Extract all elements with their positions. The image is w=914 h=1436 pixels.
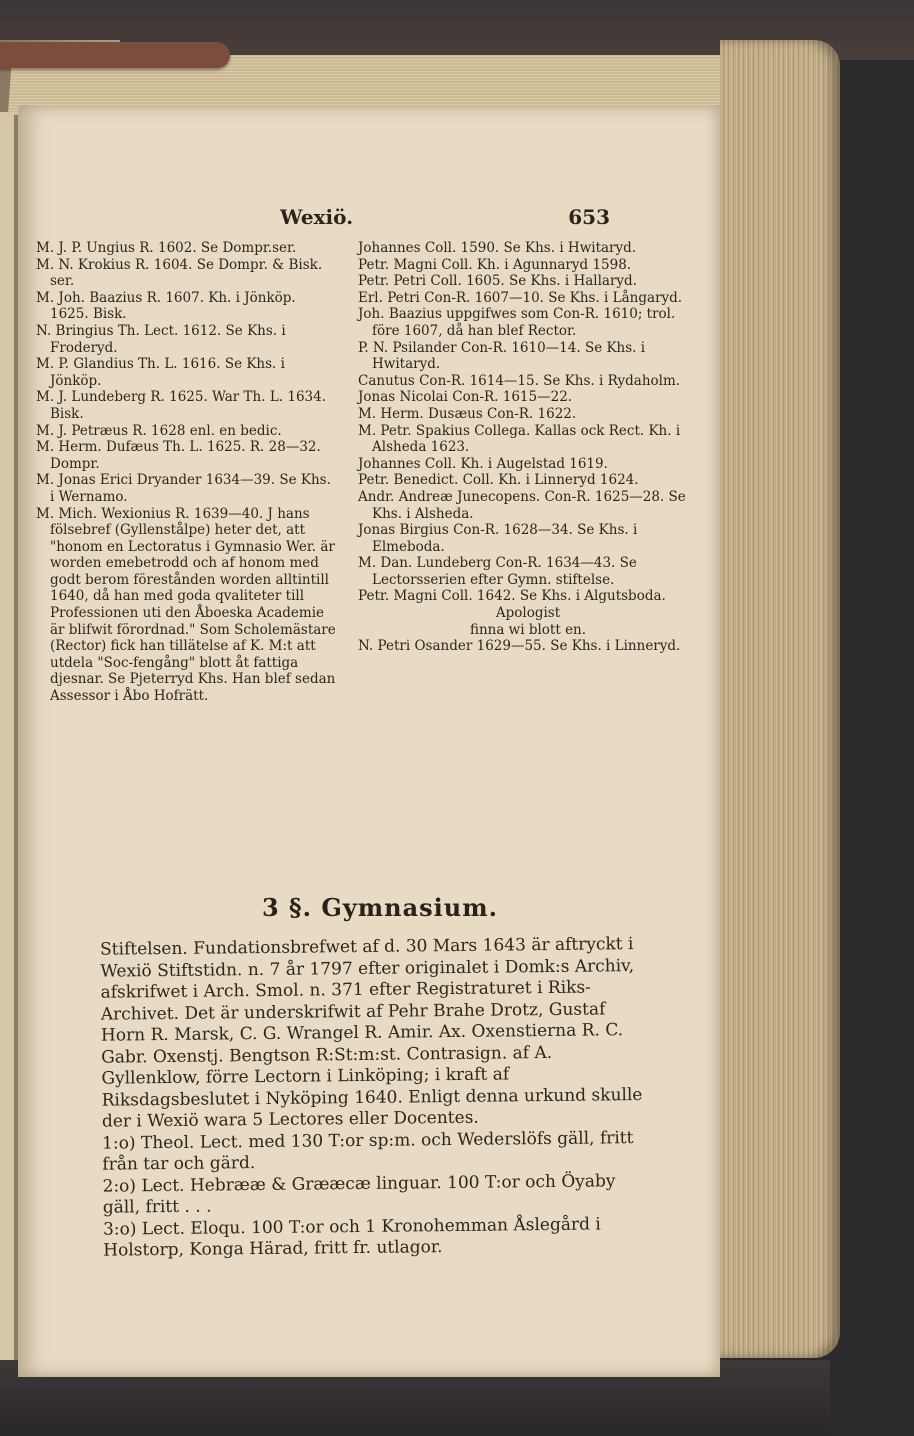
list-item: Erl. Petri Con-R. 1607—10. Se Khs. i Långaryd. — [358, 289, 683, 306]
list-item: N. Petri Osander 1629—55. Se Khs. i Linneryd. — [358, 638, 681, 655]
list-item: M. J. Petræus R. 1628 enl. en bedic. — [36, 422, 282, 439]
subheading-note: finna wi blott en. — [469, 621, 587, 638]
list-item: M. P. Glandius Th. L. 1616. Se Khs. i Jönköp. — [36, 356, 285, 389]
list-item: M. J. P. Ungius R. 1602. Se Dompr.ser. — [36, 240, 297, 256]
list-item: Petr. Petri Coll. 1605. Se Khs. i Hallaryd. — [358, 273, 637, 290]
list-item: Petr. Magni Coll. Kh. i Agunnaryd 1598. — [358, 256, 632, 273]
list-item: Johannes Coll. 1590. Se Khs. i Hwitaryd. — [358, 240, 637, 256]
list-item: P. N. Psilander Con-R. 1610—14. Se Khs. i Hwitaryd. — [358, 339, 646, 373]
list-item: M. Dan. Lundeberg Con-R. 1634—43. Se Lectorsserien efter Gymn. stiftelse. — [358, 555, 637, 588]
list-item: M. N. Krokius R. 1604. Se Dompr. & Bisk. ser. — [36, 256, 323, 290]
paragraph: 2:o) Lect. Hebrææ & Grææcæ linguar. 100 T:or och Öyaby gäll, fritt . . . — [102, 1170, 616, 1218]
paragraph: 3:o) Lect. Eloqu. 100 T:or och 1 Kronohemman Åslegård i Holstorp, Konga Härad, fritt fr. utlagor. — [102, 1213, 601, 1261]
list-item: M. J. Lundeberg R. 1625. War Th. L. 1634. Bisk. — [36, 389, 327, 422]
running-head: Wexiö. — [280, 205, 354, 229]
right-column — [358, 240, 698, 655]
subheading: Apologist — [495, 605, 561, 622]
list-item: Jonas Birgius Con-R. 1628—34. Se Khs. i Elmeboda. — [358, 522, 638, 555]
list-item: Jonas Nicolai Con-R. 1615—22. — [358, 389, 573, 406]
list-item: Andr. Andreæ Junecopens. Con-R. 1625—28. Se Khs. i Alsheda. — [358, 488, 686, 522]
list-item: Canutus Con-R. 1614—15. Se Khs. i Rydaholm. — [358, 372, 681, 389]
list-item: Johannes Coll. Kh. i Augelstad 1619. — [358, 455, 608, 472]
list-item: M. Mich. Wexionius R. 1639—40. J hans fölsebref (Gyllenstålpe) heter det, att "honom en Lectoratus i Gymnasio Wer. är worden emebetrodd och af honom med godt berom förestånden worden alltintill 1640, då han med goda qvaliteter till Professionen uti den Åboeska Academie är blifwit förordnad." Som Scholemästare (Rector) fick han tillätelse af K. M:t att utdela "Soc-fengång" blott åt fattiga djesnar. Se Pjeterryd Khs. Han blef sedan Assessor i Åbo Hofrätt. — [36, 505, 336, 705]
list-item: M. Herm. Dufæus Th. L. 1625. R. 28—32. Dompr. — [36, 439, 321, 472]
list-item: N. Bringius Th. Lect. 1612. Se Khs. i Froderyd. — [36, 322, 286, 356]
list-item: Joh. Baazius uppgifwes som Con-R. 1610; trol. före 1607, då han blef Rector. — [358, 306, 676, 339]
page-number: 653 — [568, 205, 610, 229]
list-item: M. Petr. Spakius Collega. Kallas ock Rect. Kh. i Alsheda 1623. — [358, 422, 681, 456]
left-column — [36, 240, 336, 705]
list-item: M. Herm. Dusæus Con-R. 1622. — [358, 405, 577, 422]
list-item: M. Jonas Erici Dryander 1634—39. Se Khs. i Wernamo. — [36, 472, 331, 505]
section-title: 3 §. Gymnasium. — [262, 893, 498, 922]
facing-page-strip — [0, 112, 14, 1362]
page-block-fore-edge — [720, 40, 840, 1358]
list-item: Petr. Magni Coll. 1642. Se Khs. i Algutsboda. — [358, 588, 666, 605]
paragraph: Stiftelsen. Fundationsbrefwet af d. 30 Mars 1643 är aftryckt i Wexiö Stiftstidn. n. 7 år 1797 efter originalet i Domk:s Archiv, afskrifwet i Arch. Smol. n. 371 efter Registraturet i Riks-Archivet. Det är underskrifwit af Pehr Brahe Drotz, Gustaf Horn R. Marsk, C. G. Wrangel R. Amir. Ax. Oxenstierna R. C. Gabr. Oxenstj. Bengtson R:St:m:st. Contrasign. af A. Gyllenklow, förre Lectorn i Linköping; i kraft af Riksdagsbeslutet i Nyköping 1640. Enligt denna urkund skulle der i Wexiö wara 5 Lectores eller Docentes. — [99, 934, 643, 1132]
paragraph: 1:o) Theol. Lect. med 130 T:or sp:m. och Wederslöfs gäll, fritt från tar och gärd. — [102, 1127, 634, 1175]
bookmark-ribbon — [0, 42, 230, 68]
page-header — [280, 205, 610, 233]
list-item: Petr. Benedict. Coll. Kh. i Linneryd 1624. — [358, 472, 639, 489]
body-text — [70, 934, 653, 1263]
list-item: M. Joh. Baazius R. 1607. Kh. i Jönköp. 1625. Bisk. — [36, 289, 296, 323]
